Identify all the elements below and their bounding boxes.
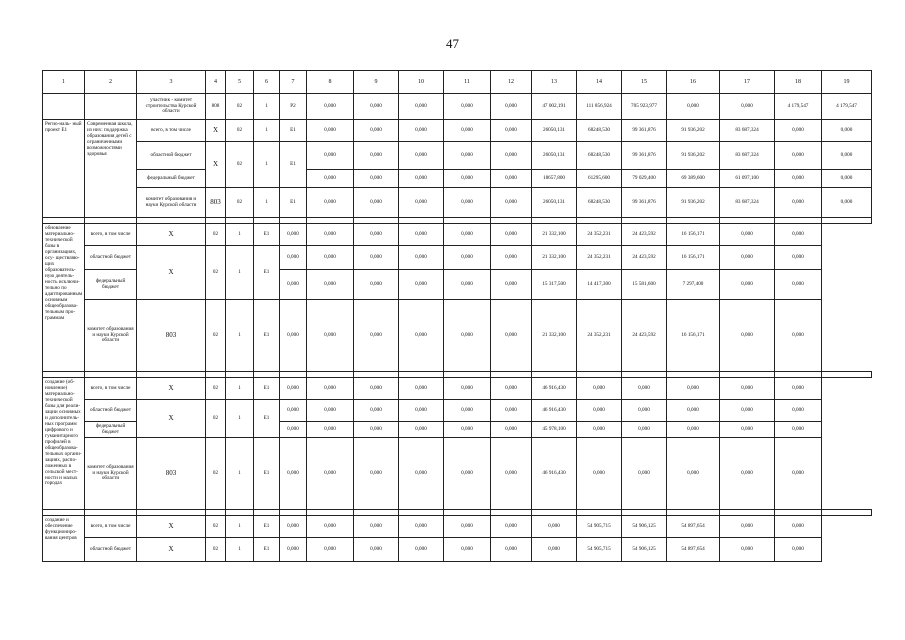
value-cell: 0,000 xyxy=(307,538,354,562)
value-cell: 0,000 xyxy=(491,516,532,538)
column-header: 9 xyxy=(354,71,399,94)
value-cell: 21 332,100 xyxy=(532,300,577,372)
value-cell: 4 179,547 xyxy=(822,94,872,120)
value-cell: 0,000 xyxy=(280,378,307,400)
code-cell: X xyxy=(137,400,206,438)
code-cell: 803 xyxy=(137,438,206,510)
value-cell: 0,000 xyxy=(491,224,532,246)
value-cell: 15 581,600 xyxy=(622,270,667,300)
value-cell: 0,000 xyxy=(354,224,399,246)
value-cell: 46 916,430 xyxy=(532,400,577,422)
value-cell: 0,000 xyxy=(775,224,822,246)
code-cell: X xyxy=(206,142,226,188)
source-cell: всего, в том числе xyxy=(137,120,206,142)
value-cell: 0,000 xyxy=(720,224,775,246)
value-cell: 0,000 xyxy=(720,300,775,372)
value-cell: 0,000 xyxy=(491,120,532,142)
value-cell: 45 978,100 xyxy=(532,422,577,438)
target-cell: E1 xyxy=(254,300,280,372)
value-cell: 0,000 xyxy=(280,538,307,562)
value-cell: 54 905,715 xyxy=(577,516,622,538)
value-cell: 0,000 xyxy=(491,270,532,300)
value-cell: 14 417,300 xyxy=(577,270,622,300)
value-cell: 46 916,430 xyxy=(532,378,577,400)
section-cell: 02 xyxy=(206,246,226,300)
value-cell: 91 936,202 xyxy=(667,142,720,170)
value-cell: 0,000 xyxy=(491,300,532,372)
value-cell: 54 897,654 xyxy=(667,516,720,538)
measure-cell xyxy=(85,94,137,120)
target-cell: E1 xyxy=(280,142,307,188)
target-cell: P2 xyxy=(280,94,307,120)
value-cell: 0,000 xyxy=(720,246,775,270)
value-cell: 0,000 xyxy=(775,246,822,270)
column-header: 1 xyxy=(43,71,85,94)
source-cell: всего, в том числе xyxy=(85,224,137,246)
code-cell: X xyxy=(137,246,206,300)
spacer-cell xyxy=(822,510,872,516)
source-cell: участник - комитет строительства Курской области xyxy=(137,94,206,120)
value-cell: 0,000 xyxy=(491,94,532,120)
value-cell: 0,000 xyxy=(354,378,399,400)
table-row xyxy=(43,300,872,372)
value-cell: 0,000 xyxy=(775,270,822,300)
value-cell: 0,000 xyxy=(720,438,775,510)
value-cell: 0,000 xyxy=(280,300,307,372)
value-cell: 0,000 xyxy=(444,188,491,218)
value-cell: 0,000 xyxy=(444,300,491,372)
value-cell: 0,000 xyxy=(667,422,720,438)
value-cell: 0,000 xyxy=(720,94,775,120)
value-cell: 0,000 xyxy=(307,438,354,510)
value-cell: 0,000 xyxy=(667,438,720,510)
source-cell: федеральный бюджет xyxy=(85,422,137,438)
value-cell: 0,000 xyxy=(532,516,577,538)
section-cell: 02 xyxy=(206,224,226,246)
value-cell: 0,000 xyxy=(667,94,720,120)
value-cell: 0,000 xyxy=(622,422,667,438)
section-cell: 02 xyxy=(206,538,226,562)
value-cell: 0,000 xyxy=(577,400,622,422)
target-cell: E1 xyxy=(254,438,280,510)
value-cell: 24 352,231 xyxy=(577,300,622,372)
value-cell: 0,000 xyxy=(491,170,532,188)
sub-cell: 1 xyxy=(226,400,254,438)
value-cell: 0,000 xyxy=(444,224,491,246)
source-cell: областной бюджет xyxy=(85,400,137,422)
source-cell: федеральный бюджет xyxy=(137,170,206,188)
value-cell: 0,000 xyxy=(577,378,622,400)
section-cell: 02 xyxy=(206,516,226,538)
value-cell: 0,000 xyxy=(491,400,532,422)
value-cell: 0,000 xyxy=(720,378,775,400)
value-cell: 0,000 xyxy=(491,188,532,218)
value-cell: 0,000 xyxy=(444,120,491,142)
value-cell: 0,000 xyxy=(399,120,444,142)
value-cell: 0,000 xyxy=(307,516,354,538)
code-cell: 803 xyxy=(206,188,226,218)
value-cell: 0,000 xyxy=(307,142,354,170)
value-cell: 0,000 xyxy=(399,300,444,372)
sub-cell: 1 xyxy=(226,224,254,246)
value-cell: 0,000 xyxy=(354,246,399,270)
value-cell: 0,000 xyxy=(775,538,822,562)
source-cell: комитет образования и науки Курской области xyxy=(137,188,206,218)
value-cell: 0,000 xyxy=(822,188,872,218)
value-cell: 0,000 xyxy=(280,438,307,510)
column-header: 3 xyxy=(137,71,206,94)
table-row xyxy=(43,188,872,218)
column-header: 18 xyxy=(775,71,822,94)
code-cell: X xyxy=(137,516,206,538)
value-cell: 0,000 xyxy=(307,94,354,120)
value-cell: 0,000 xyxy=(280,422,307,438)
value-cell: 0,000 xyxy=(822,142,872,170)
sub-cell: 1 xyxy=(254,142,280,188)
section-cell: 02 xyxy=(226,188,254,218)
column-header: 16 xyxy=(667,71,720,94)
section-cell: 02 xyxy=(206,438,226,510)
value-cell: 0,000 xyxy=(354,188,399,218)
measure-cell: создание (об- новление) материально- технической базы для реали- зации основных и дополнитель- ных программ цифрового и гуманитарного профилей в общеобразова- тельных органи- зациях, распо- ложенных в сельской мест- ности и малых городах xyxy=(43,378,85,510)
value-cell: 99 361,876 xyxy=(622,188,667,218)
value-cell: 0,000 xyxy=(491,422,532,438)
value-cell: 0,000 xyxy=(444,516,491,538)
value-cell: 0,000 xyxy=(720,538,775,562)
value-cell: 0,000 xyxy=(354,94,399,120)
table-row xyxy=(43,538,872,562)
value-cell: 0,000 xyxy=(491,142,532,170)
code-cell: 808 xyxy=(206,94,226,120)
column-header: 11 xyxy=(444,71,491,94)
value-cell: 0,000 xyxy=(444,170,491,188)
source-cell: всего, в том числе xyxy=(85,378,137,400)
table-row xyxy=(43,170,872,188)
source-cell: федеральный бюджет xyxy=(85,270,137,300)
target-cell: E1 xyxy=(254,516,280,538)
value-cell: 0,000 xyxy=(307,170,354,188)
sub-cell: 1 xyxy=(226,516,254,538)
value-cell: 0,000 xyxy=(354,422,399,438)
column-header: 2 xyxy=(85,71,137,94)
code-cell: 803 xyxy=(137,300,206,372)
value-cell: 0,000 xyxy=(444,438,491,510)
budget-table xyxy=(42,70,872,562)
value-cell: 0,000 xyxy=(354,538,399,562)
table-row xyxy=(43,94,872,120)
value-cell: 0,000 xyxy=(444,400,491,422)
value-cell: 0,000 xyxy=(354,300,399,372)
value-cell: 21 332,100 xyxy=(532,246,577,270)
value-cell: 0,000 xyxy=(444,378,491,400)
value-cell: 0,000 xyxy=(280,516,307,538)
section-cell: 02 xyxy=(226,142,254,188)
value-cell: 0,000 xyxy=(354,516,399,538)
value-cell: 0,000 xyxy=(720,422,775,438)
value-cell: 0,000 xyxy=(307,378,354,400)
column-header: 15 xyxy=(622,71,667,94)
value-cell: 0,000 xyxy=(399,538,444,562)
value-cell: 0,000 xyxy=(444,94,491,120)
value-cell: 0,000 xyxy=(491,378,532,400)
value-cell: 15 317,500 xyxy=(532,270,577,300)
value-cell: 16 156,171 xyxy=(667,300,720,372)
value-cell: 0,000 xyxy=(354,120,399,142)
value-cell: 54 905,715 xyxy=(577,538,622,562)
value-cell: 24 423,592 xyxy=(622,300,667,372)
value-cell: 0,000 xyxy=(399,142,444,170)
value-cell: 83 687,324 xyxy=(720,120,775,142)
value-cell: 0,000 xyxy=(775,120,822,142)
value-cell: 99 361,876 xyxy=(622,120,667,142)
project-cell: Регио-наль- ный проект E1 xyxy=(43,120,85,218)
value-cell: 4 179,547 xyxy=(775,94,822,120)
target-cell: E1 xyxy=(254,400,280,438)
value-cell: 0,000 xyxy=(667,378,720,400)
value-cell: 111 856,924 xyxy=(577,94,622,120)
value-cell: 0,000 xyxy=(280,270,307,300)
table-row xyxy=(43,120,872,142)
value-cell: 79 029,400 xyxy=(622,170,667,188)
value-cell: 705 923,977 xyxy=(622,94,667,120)
column-header: 4 xyxy=(206,71,226,94)
value-cell: 0,000 xyxy=(399,94,444,120)
value-cell: 24 352,231 xyxy=(577,246,622,270)
sub-cell: 1 xyxy=(226,246,254,300)
measure-cell: создание и обеспечение функциониро- вания центров xyxy=(43,516,85,562)
value-cell: 0,000 xyxy=(307,246,354,270)
column-header: 6 xyxy=(254,71,280,94)
value-cell: 0,000 xyxy=(354,170,399,188)
value-cell: 0,000 xyxy=(444,422,491,438)
table-row xyxy=(43,400,872,422)
target-cell: E1 xyxy=(280,120,307,142)
value-cell: 54 906,125 xyxy=(622,516,667,538)
value-cell: 0,000 xyxy=(280,224,307,246)
table-row xyxy=(43,516,872,538)
column-header: 19 xyxy=(822,71,872,94)
target-cell: E1 xyxy=(254,224,280,246)
code-cell: X xyxy=(137,538,206,562)
value-cell: 0,000 xyxy=(444,246,491,270)
source-cell: всего, в том числе xyxy=(85,516,137,538)
value-cell: 0,000 xyxy=(444,538,491,562)
measure-cell: Современная школа, из них: поддержка образования детей с ограниченными возможностями здоровья xyxy=(85,120,137,218)
source-cell: комитет образования и науки Курской области xyxy=(85,300,137,372)
target-cell: E1 xyxy=(280,188,307,218)
value-cell: 0,000 xyxy=(307,270,354,300)
value-cell: 91 936,202 xyxy=(667,120,720,142)
value-cell: 46 916,430 xyxy=(532,438,577,510)
table-row xyxy=(43,246,872,270)
value-cell: 24 352,231 xyxy=(577,224,622,246)
value-cell: 91 936,202 xyxy=(667,188,720,218)
value-cell: 0,000 xyxy=(399,224,444,246)
value-cell: 0,000 xyxy=(354,142,399,170)
value-cell: 0,000 xyxy=(775,378,822,400)
value-cell: 0,000 xyxy=(491,538,532,562)
value-cell: 0,000 xyxy=(577,438,622,510)
value-cell: 0,000 xyxy=(307,300,354,372)
column-header: 17 xyxy=(720,71,775,94)
section-cell: 02 xyxy=(226,94,254,120)
sub-cell: 1 xyxy=(226,300,254,372)
value-cell: 0,000 xyxy=(399,400,444,422)
value-cell: 26050,131 xyxy=(532,188,577,218)
value-cell: 0,000 xyxy=(775,422,822,438)
value-cell: 21 332,100 xyxy=(532,224,577,246)
value-cell: 0,000 xyxy=(577,422,622,438)
target-cell: E1 xyxy=(254,538,280,562)
value-cell: 0,000 xyxy=(307,120,354,142)
value-cell: 0,000 xyxy=(491,246,532,270)
value-cell: 0,000 xyxy=(622,400,667,422)
section-cell: 02 xyxy=(206,300,226,372)
value-cell: 0,000 xyxy=(720,400,775,422)
source-cell: областной бюджет xyxy=(85,538,137,562)
value-cell: 0,000 xyxy=(307,188,354,218)
page-number: 47 xyxy=(446,36,459,51)
column-header: 5 xyxy=(226,71,254,94)
sub-cell: 1 xyxy=(226,538,254,562)
source-cell: комитет образования и науки Курской области xyxy=(85,438,137,510)
value-cell: 0,000 xyxy=(532,538,577,562)
sub-cell: 1 xyxy=(254,120,280,142)
value-cell: 0,000 xyxy=(399,516,444,538)
value-cell: 61295,600 xyxy=(577,170,622,188)
value-cell: 68248,530 xyxy=(577,120,622,142)
value-cell: 16 156,171 xyxy=(667,246,720,270)
value-cell: 0,000 xyxy=(775,188,822,218)
section-cell: 02 xyxy=(226,120,254,142)
value-cell: 0,000 xyxy=(307,400,354,422)
value-cell: 68248,530 xyxy=(577,188,622,218)
source-cell: областной бюджет xyxy=(137,142,206,170)
column-header: 8 xyxy=(307,71,354,94)
value-cell: 0,000 xyxy=(399,188,444,218)
sub-cell: 1 xyxy=(226,438,254,510)
code-cell: X xyxy=(137,378,206,400)
value-cell: 61 097,100 xyxy=(720,170,775,188)
value-cell: 0,000 xyxy=(775,438,822,510)
subsection-cell: 1 xyxy=(254,94,280,120)
value-cell: 0,000 xyxy=(491,438,532,510)
value-cell: 0,000 xyxy=(775,142,822,170)
value-cell: 0,000 xyxy=(399,246,444,270)
column-header: 14 xyxy=(577,71,622,94)
value-cell: 0,000 xyxy=(822,120,872,142)
table-row xyxy=(43,378,872,400)
value-cell: 0,000 xyxy=(444,270,491,300)
value-cell: 0,000 xyxy=(775,170,822,188)
project-cell xyxy=(43,94,85,120)
table-row xyxy=(43,438,872,510)
target-cell: E1 xyxy=(254,246,280,300)
spacer-cell xyxy=(822,372,872,378)
measure-cell: обновление материально-технической базы в организациях, осу- ществляю- щих образователь- ную деятель- ность исключи- тельно по адаптированным основным общеобразова- тельным про- граммам xyxy=(43,224,85,372)
column-header: 10 xyxy=(399,71,444,94)
source-cell: областной бюджет xyxy=(85,246,137,270)
value-cell: 24 423,592 xyxy=(622,246,667,270)
value-cell: 54 906,125 xyxy=(622,538,667,562)
value-cell: 0,000 xyxy=(354,400,399,422)
value-cell: 0,000 xyxy=(720,270,775,300)
column-header: 7 xyxy=(280,71,307,94)
target-cell: E1 xyxy=(254,378,280,400)
value-cell: 0,000 xyxy=(822,170,872,188)
value-cell: 0,000 xyxy=(720,516,775,538)
sub-cell: 1 xyxy=(254,188,280,218)
value-cell: 0,000 xyxy=(667,400,720,422)
value-cell: 26050,131 xyxy=(532,120,577,142)
value-cell: 54 897,654 xyxy=(667,538,720,562)
value-cell: 0,000 xyxy=(622,438,667,510)
value-cell: 99 361,876 xyxy=(622,142,667,170)
value-cell: 68248,530 xyxy=(577,142,622,170)
value-cell: 0,000 xyxy=(444,142,491,170)
value-cell: 0,000 xyxy=(775,300,822,372)
value-cell: 0,000 xyxy=(354,438,399,510)
value-cell: 0,000 xyxy=(622,378,667,400)
value-cell: 18657,800 xyxy=(532,170,577,188)
value-cell: 24 423,592 xyxy=(622,224,667,246)
value-cell: 0,000 xyxy=(354,270,399,300)
value-cell: 0,000 xyxy=(280,246,307,270)
table-row xyxy=(43,71,872,94)
column-header: 12 xyxy=(491,71,532,94)
value-cell: 0,000 xyxy=(399,378,444,400)
value-cell: 0,000 xyxy=(307,224,354,246)
code-cell: X xyxy=(137,224,206,246)
value-cell: 7 297,400 xyxy=(667,270,720,300)
value-cell: 0,000 xyxy=(775,400,822,422)
code-cell: X xyxy=(206,120,226,142)
value-cell: 16 156,171 xyxy=(667,224,720,246)
column-header: 13 xyxy=(532,71,577,94)
value-cell: 69 389,600 xyxy=(667,170,720,188)
value-cell: 26050,131 xyxy=(532,142,577,170)
value-cell: 0,000 xyxy=(280,400,307,422)
section-cell: 02 xyxy=(206,400,226,438)
value-cell: 47 002,191 xyxy=(532,94,577,120)
table-row xyxy=(43,224,872,246)
spacer-cell xyxy=(822,218,872,224)
value-cell: 0,000 xyxy=(399,270,444,300)
sub-cell: 1 xyxy=(226,378,254,400)
value-cell: 0,000 xyxy=(775,516,822,538)
value-cell: 83 687,324 xyxy=(720,188,775,218)
value-cell: 0,000 xyxy=(399,422,444,438)
section-cell: 02 xyxy=(206,378,226,400)
value-cell: 0,000 xyxy=(399,170,444,188)
value-cell: 0,000 xyxy=(399,438,444,510)
value-cell: 83 687,324 xyxy=(720,142,775,170)
value-cell: 0,000 xyxy=(307,422,354,438)
table-row xyxy=(43,142,872,170)
